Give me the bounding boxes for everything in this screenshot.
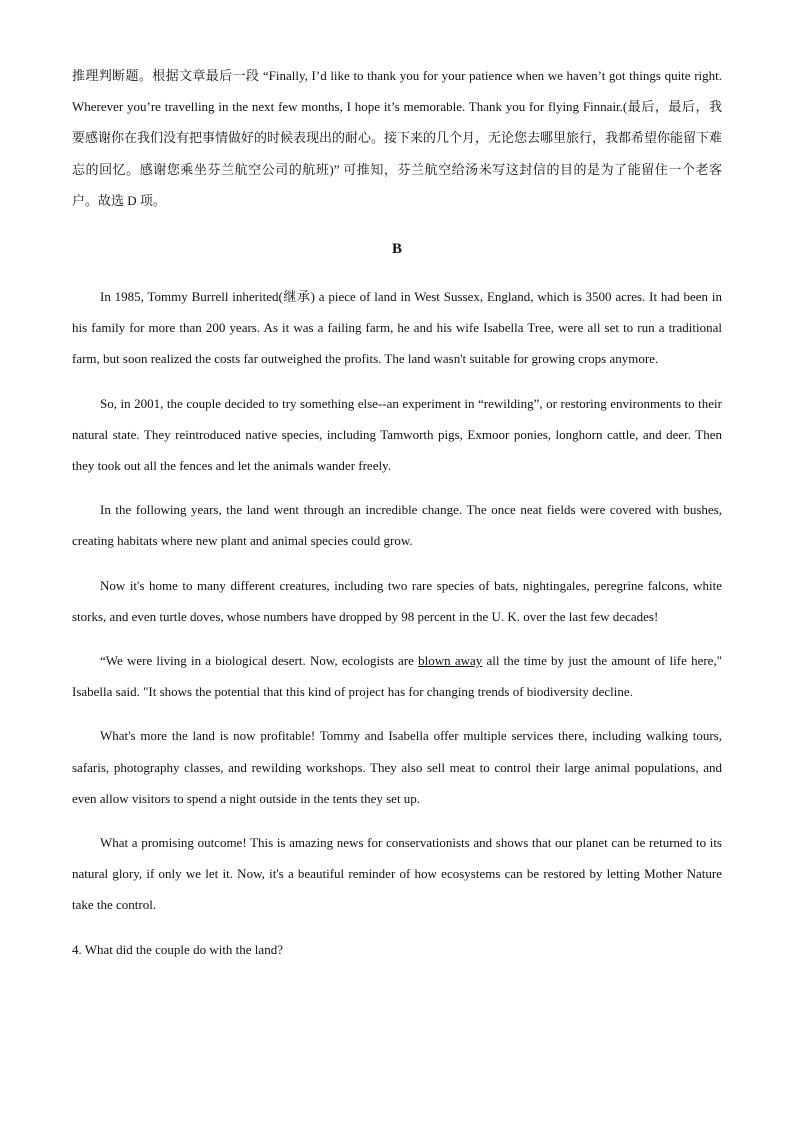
passage-paragraph-6: What's more the land is now profitable! Tommy and Isabella offer multiple services there, including walking tours, safaris, photography classes, and rewilding workshops. They also sell meat to control their large animal populations, and even allow visitors to spend a night outside in the tents they set up.: [72, 728, 722, 806]
document-page: [72, 60, 722, 965]
passage-paragraph-1: In 1985, Tommy Burrell inherited(继承) a piece of land in West Sussex, England, which is 3500 acres. It had been in his family for more than 200 years. As it was a failing farm, he and his wife Isabella Tree, were all set to run a traditional farm, but soon realized the costs far outweighed the profits. The land wasn't suitable for growing crops anymore.: [72, 289, 722, 367]
passage-paragraph-2: So, in 2001, the couple decided to try something else--an experiment in “rewilding”, or restoring environments to their natural state. They reintroduced native species, including Tamworth pigs, Exmoor ponies, longhorn cattle, and deer. Then they took out all the fences and let the animals wander freely.: [72, 395, 722, 474]
paragraph-5-text-end: all the time by just the amount of life here," Isabella said. "It shows the potential that this kind of project has for changing trends of biodiversity decline.: [72, 653, 722, 700]
answer-explanation: 推理判断题。根据文章最后一段 “Finally, I’d like to thank you for your patience when we haven’t got things quite right. Wherever you’re travelling in the next few months, I hope it’s memorable. Thank you for flying Finnair.(最后，最后，我要感谢你在我们没有把事情做好的时候表现出的耐心。接下来的几个月，无论您去哪里旅行，我都希望你能留下难忘的回忆。感谢您乘坐芬兰航空公司的航班)” 可推知，芬兰航空给汤米写这封信的目的是为了能留住一个老客户。故选 D 项。: [72, 68, 723, 208]
passage-paragraph-3: In the following years, the land went through an incredible change. The once neat fields were covered with bushes, creating habitats where new plant and animal species could grow.: [72, 502, 722, 549]
question-4: 4. What did the couple do with the land?: [72, 941, 283, 957]
passage-paragraph-7: What a promising outcome! This is amazing news for conservationists and shows that our planet can be returned to its natural glory, if only we let it. Now, it's a beautiful reminder of how ecosystems can be restored by letting Mother Nature take the control.: [72, 835, 722, 913]
underlined-phrase: blown away: [418, 653, 483, 669]
passage-paragraph-4: Now it's home to many different creatures, including two rare species of bats, nightingales, peregrine falcons, white storks, and even turtle doves, whose numbers have dropped by 98 percent in the U. K. over the last few decades!: [72, 577, 722, 624]
section-heading: B: [391, 241, 402, 258]
passage-paragraph-5: [72, 645, 722, 707]
paragraph-5-text-start: “We were living in a biological desert. Now, ecologists are: [100, 653, 419, 669]
